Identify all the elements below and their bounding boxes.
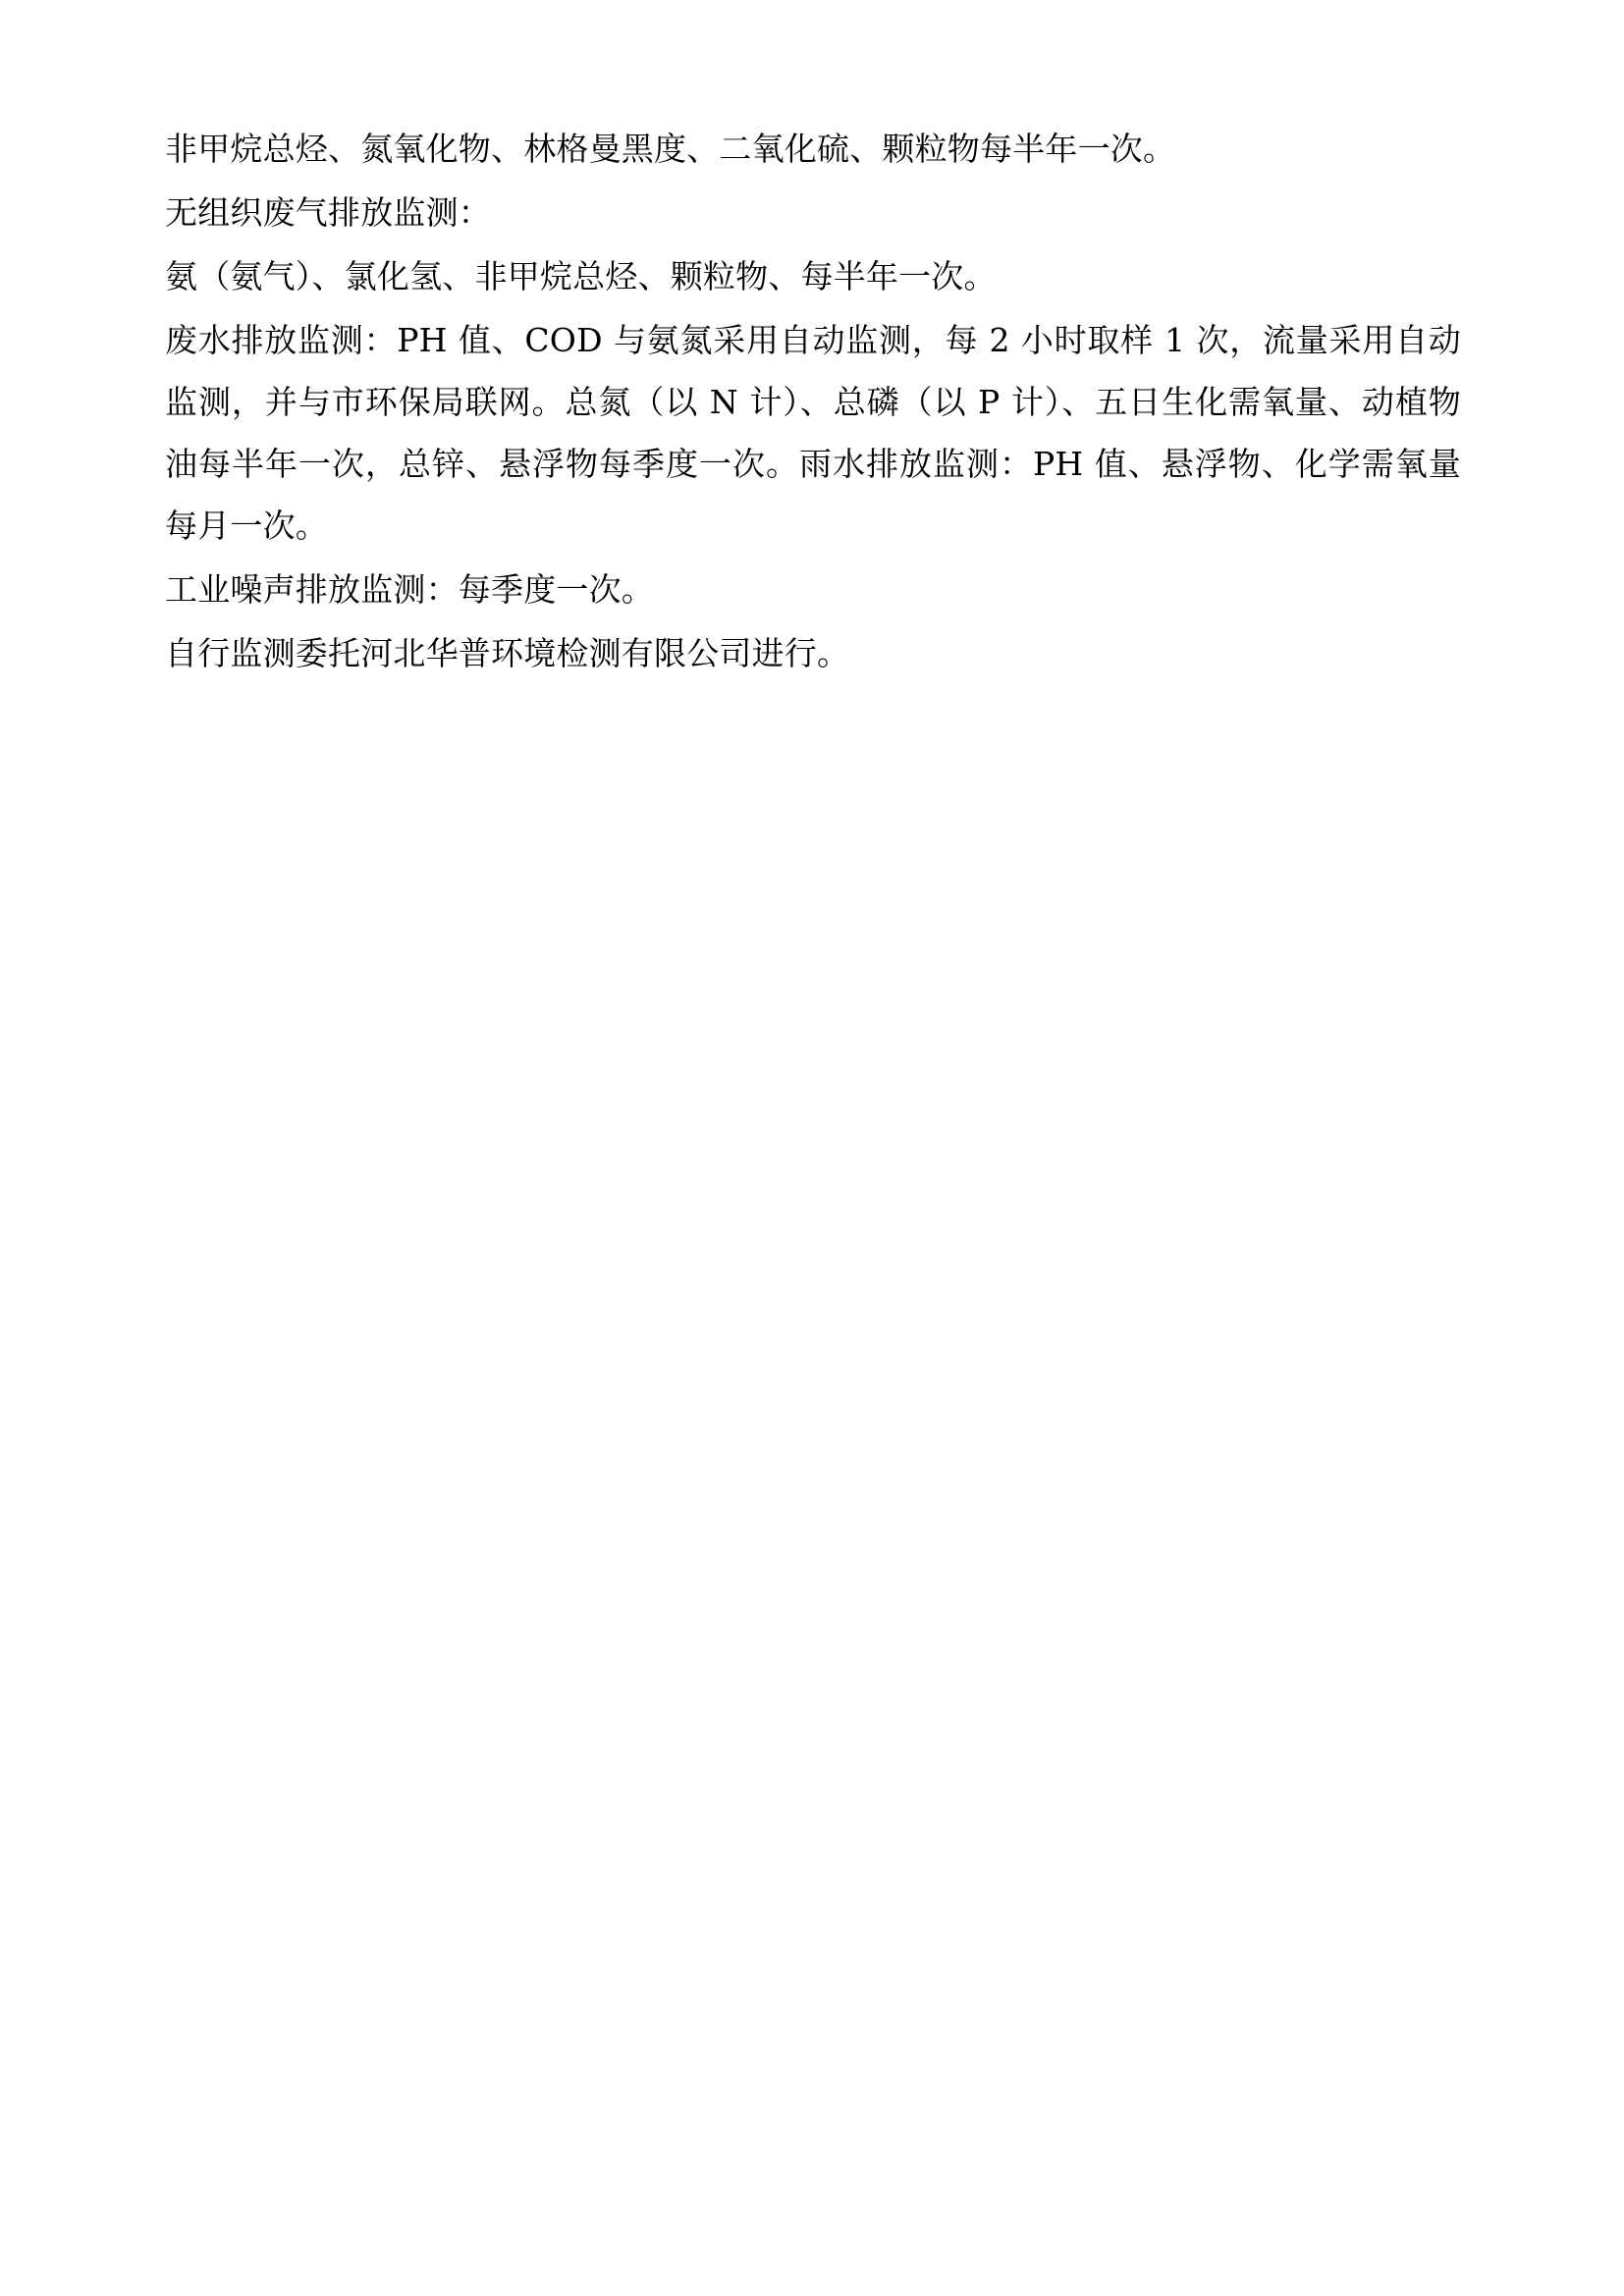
paragraph-6: 自行监测委托河北华普环境检测有限公司进行。 — [165, 634, 850, 672]
document-body — [165, 118, 1461, 684]
paragraph-3: 氨（氨气）、氯化氢、非甲烷总烃、颗粒物、每半年一次。 — [165, 257, 997, 295]
paragraph-1: 非甲烷总烃、氮氧化物、林格曼黑度、二氧化硫、颗粒物每半年一次。 — [165, 130, 1176, 168]
paragraph-5: 工业噪声排放监测：每季度一次。 — [165, 570, 654, 609]
paragraph-4: 废水排放监测：PH 值、COD 与氨氮采用自动监测，每 2 小时取样 1 次，流量采用自动监测，并与市环保局联网。总氮（以 N 计）、总磷（以 P 计）、五日生化需氧量、动植物油每半年一次，总锌、悬浮物每季度一次。雨水排放监测：PH 值、悬浮物、化学需氧量每月一次。 — [165, 321, 1461, 545]
paragraph-2: 无组织废气排放监测： — [165, 193, 491, 232]
